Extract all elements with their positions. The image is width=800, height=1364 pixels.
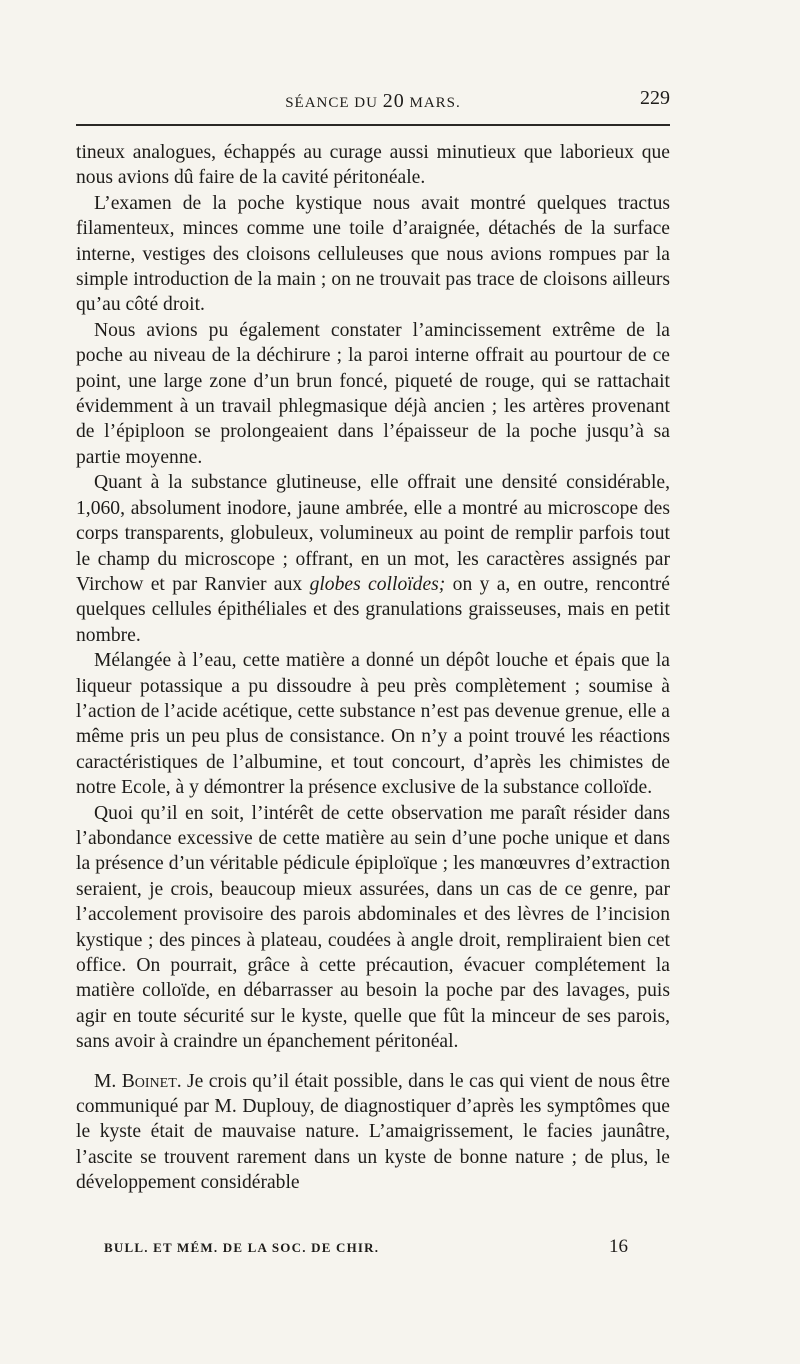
paragraph-continuation: tineux analogues, échappés au curage aussi minutieux que laborieux que nous avions dû faire de la cavité péritonéale. <box>76 142 670 189</box>
page-footer <box>76 1236 670 1260</box>
paragraph-substance <box>76 470 670 648</box>
speaker-name: M. Boinet. <box>94 1070 182 1092</box>
paragraph-interet: Quoi qu’il en soit, l’intérêt de cette observation me paraît résider dans l’abondance excessive de cette matière au sein d’une poche unique et dans la présence d’un véritable pédicule épiploïque ; les manœuvres d’extraction seraient, je crois, beaucoup mieux assurées, dans un cas de ce genre, par l’accolement provisoire des parois abdominales et des lèvres de l’incision kystique ; des pinces à plateau, coudées à angle droit, rempliraient bien cet office. On pourrait, grâce à cette précaution, évacuer complétement la matière colloïde, en débarrasser au besoin la poche par des lavages, puis agir en toute sécurité sur le kyste, quelle que fût la minceur de ses parois, sans avoir à craindre un épanchement péritonéal. <box>76 802 670 1053</box>
paragraph-boinet <box>76 1069 670 1196</box>
paragraph-melangee: Mélangée à l’eau, cette matière a donné un dépôt louche et épais que la liqueur potassique a pu dissoudre à peu près complètement ; soumise à l’action de l’acide acétique, cette substance n’est pas devenue grenue, elle a même pris un peu plus de consistance. On n’y a point trouvé les réactions caractéristiques de l’albumine, et tout concourt, d’après les chimistes de notre Ecole, à y démontrer la présence exclusive de la substance colloïde. <box>76 650 670 799</box>
paragraph-substance-text-end: on y a, en outre, rencontré quelques cellules épithéliales et des granulations graisseuses, mais en petit nombre. <box>76 573 670 646</box>
paragraph-boinet-text: Je crois qu’il était possible, dans le cas qui vient de nous être communiqué par M. Duplouy, de diagnostiquer d’après les symptômes que le kyste était de mauvaise nature. L’amaigrissement, le facies jaunâtre, l’ascite se trouvent rarement dans un kyste de bonne nature ; de plus, le développement considérable <box>76 1070 670 1194</box>
paragraph-amincissement: Nous avions pu également constater l’amincissement extrême de la poche au niveau de la déchirure ; la paroi interne offrait au pourtour de ce point, une large zone d’un brun foncé, piqueté de rouge, qui se rattachait évidemment à un travail phlegmasique déjà ancien ; les artères provenant de l’épiploon se prolongeaient dans l’épaisseur de la poche jusqu’à sa partie moyenne. <box>76 319 670 468</box>
running-head-title-suffix: MARS. <box>404 95 461 111</box>
header-rule <box>76 124 670 126</box>
footer-signature: 16 <box>609 1236 628 1257</box>
italic-term: globes colloïdes; <box>309 573 446 595</box>
paragraph-substance-text: Quant à la substance glutineuse, elle offrait une densité considérable, 1,060, absolument inodore, jaune ambrée, elle a montré au microscope des corps transparents, globuleux, volumineux au point de remplir parfois tout le champ du microscope ; offrant, en un mot, les caractères assignés par Virchow et par Ranvier aux <box>76 472 670 595</box>
page-number: 229 <box>640 87 670 109</box>
body-text <box>76 140 670 1196</box>
paragraph-examen: L’examen de la poche kystique nous avait montré quelques tractus filamenteux, minces comme une toile d’araignée, détachés de la surface interne, vestiges des cloisons celluleuses que nous avions rompues par la simple introduction de la main ; on ne trouvait pas trace de cloisons ailleurs qu’au côté droit. <box>76 192 670 316</box>
running-head-title-day: 20 <box>382 90 405 112</box>
running-head <box>76 87 670 114</box>
running-head-title-prefix: SÉANCE DU <box>285 95 383 111</box>
footer-journal: BULL. ET MÉM. DE LA SOC. DE CHIR. <box>104 1240 380 1255</box>
running-head-title <box>76 90 670 113</box>
